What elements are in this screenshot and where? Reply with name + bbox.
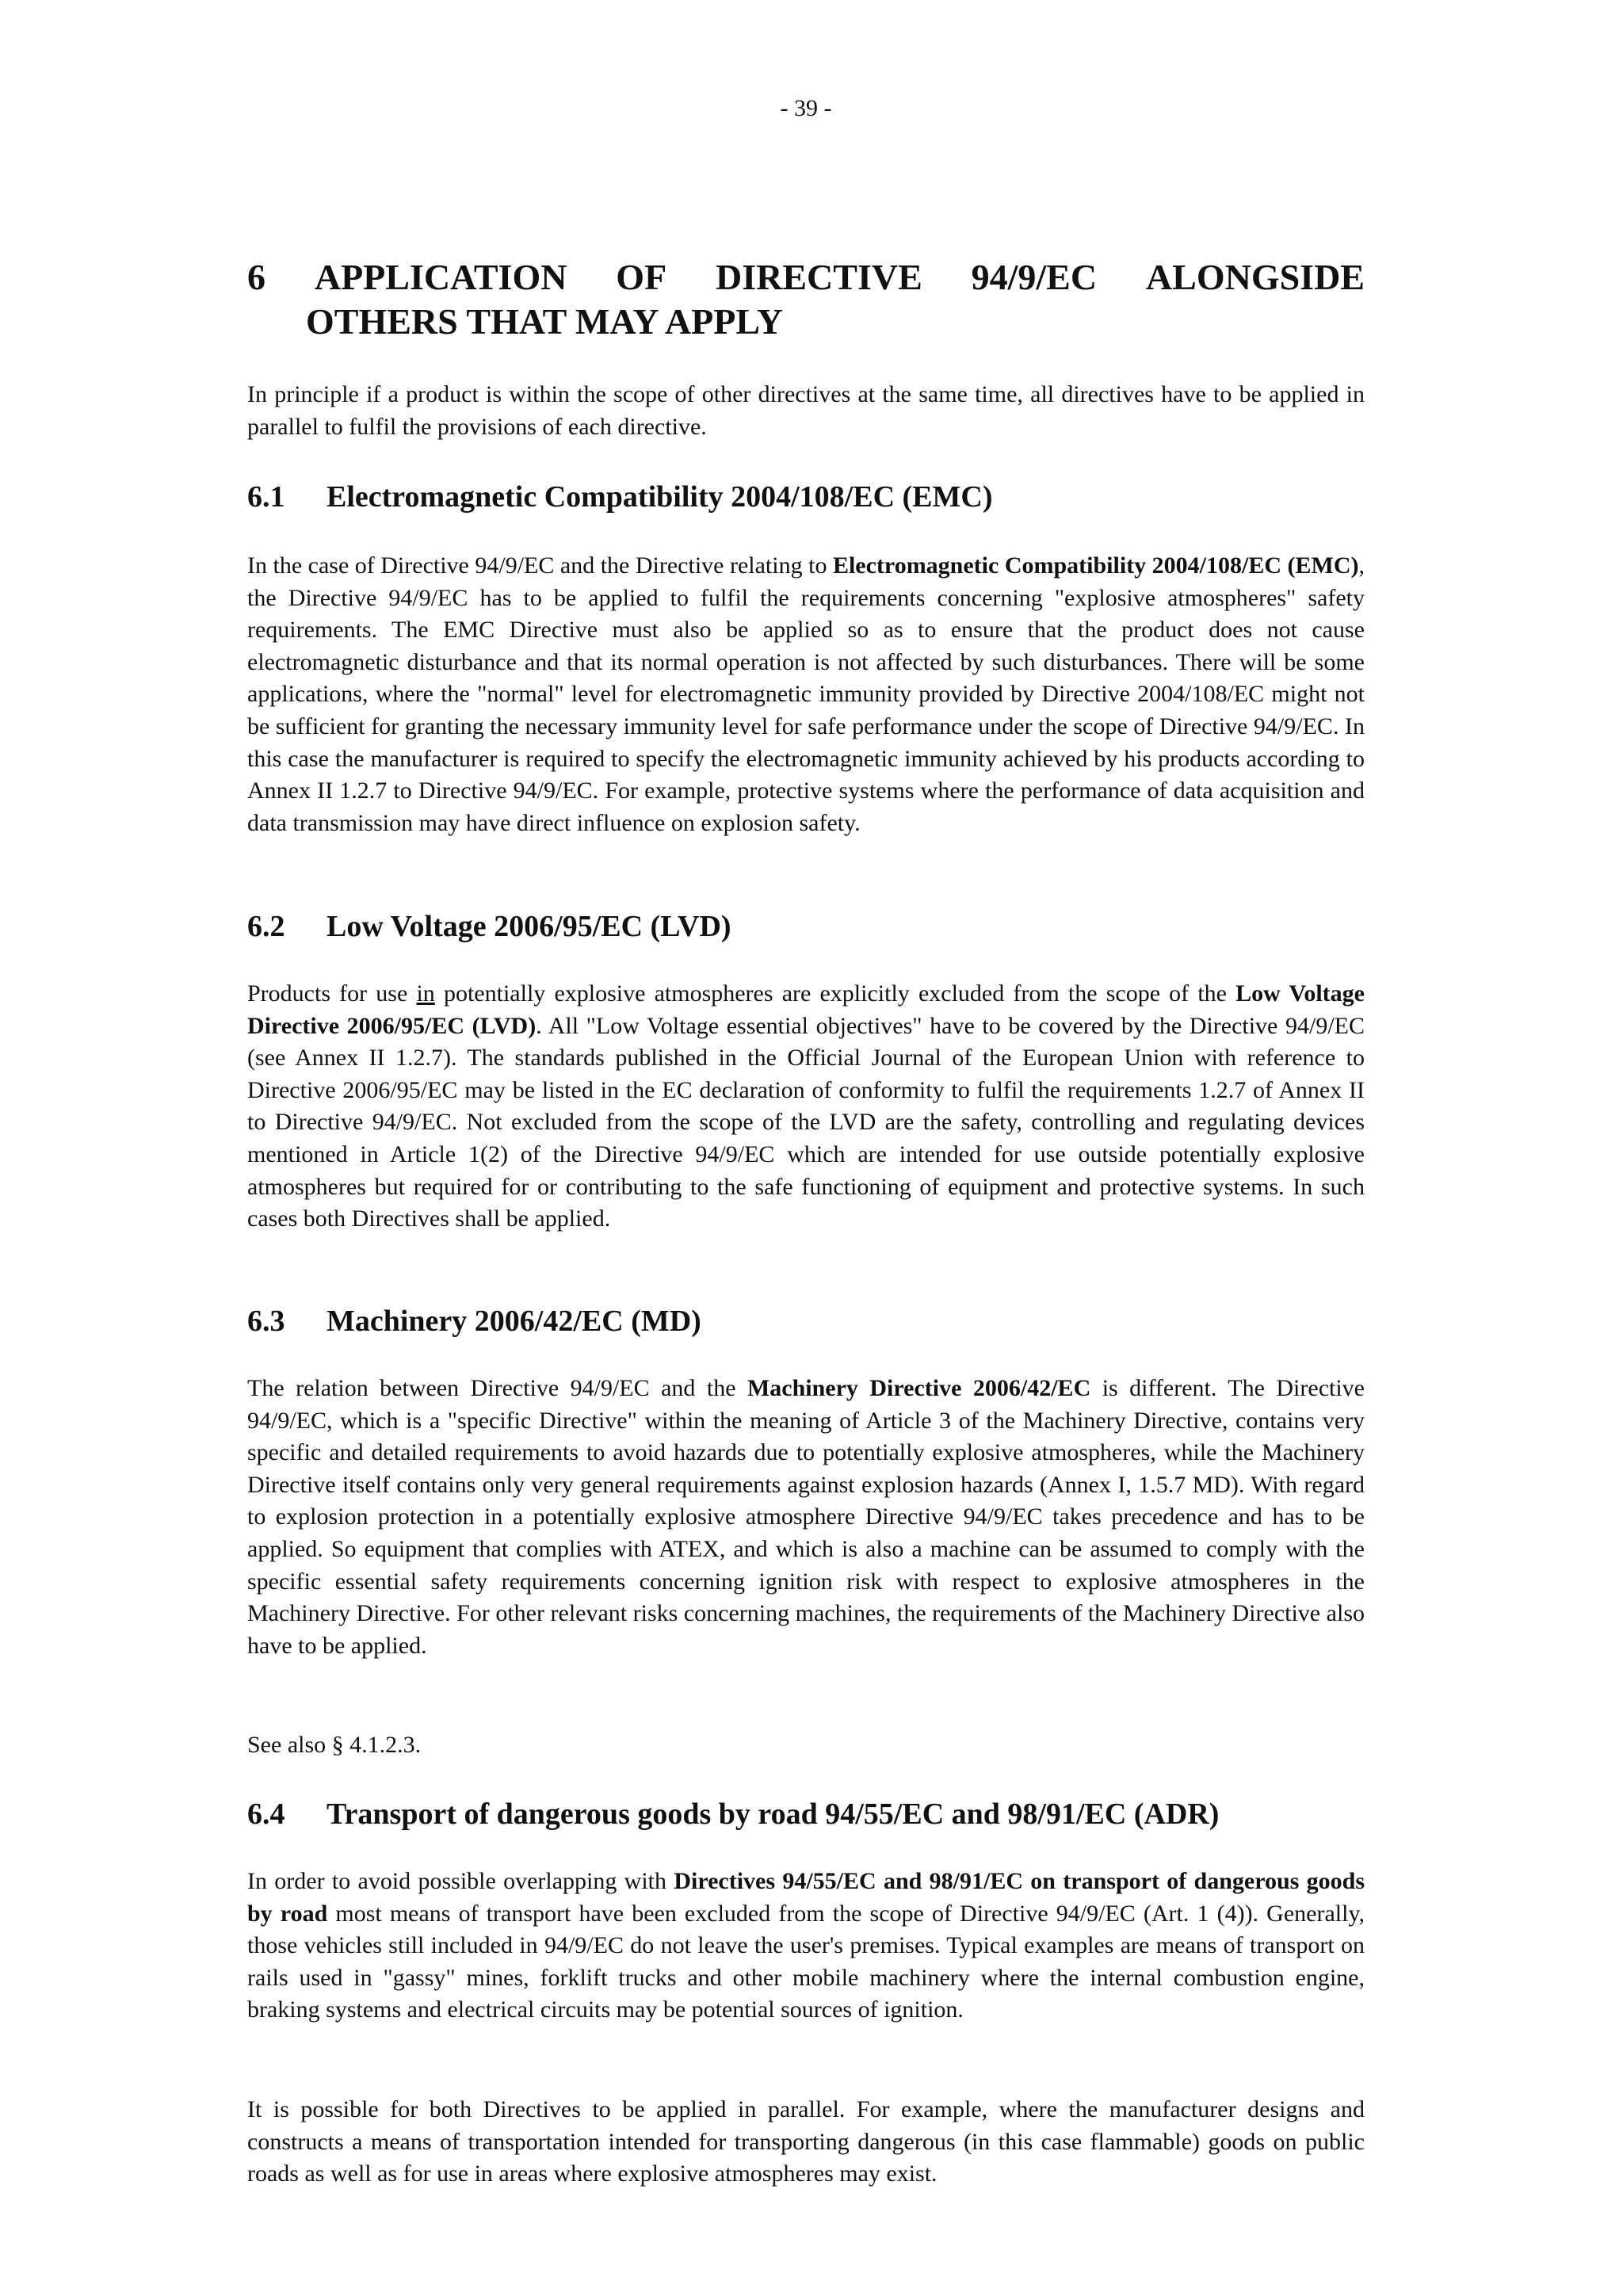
text-run: Products for use: [247, 980, 417, 1007]
text-run: potentially explosive atmospheres are explicitly excluded from the scope of the: [434, 980, 1236, 1007]
underlined-text-run: in: [416, 980, 435, 1007]
section-6-1-paragraph: [247, 550, 1365, 839]
chapter-title-word: OF: [616, 257, 667, 297]
section-heading-6-3: [247, 1303, 1365, 1339]
section-6-2-paragraph: [247, 978, 1365, 1236]
chapter-title-word: ALONGSIDE: [1145, 257, 1365, 297]
section-heading-6-2: [247, 908, 1365, 945]
section-6-4-paragraph-1: [247, 1866, 1365, 2027]
bold-text-run: Electromagnetic Compatibility 2004/108/EC (EMC): [832, 552, 1359, 579]
section-heading-6-4: [247, 1796, 1365, 1832]
section-title: Transport of dangerous goods by road 94/55/EC and 98/91/EC (ADR): [327, 1797, 1220, 1831]
section-title: Machinery 2006/42/EC (MD): [327, 1305, 701, 1338]
page-number: - 39 -: [780, 95, 832, 121]
section-title: Low Voltage 2006/95/EC (LVD): [327, 910, 731, 943]
section-number: 6.1: [247, 480, 285, 514]
chapter-number: 6: [247, 257, 265, 297]
chapter-heading-line-2: OTHERS THAT MAY APPLY: [306, 301, 783, 342]
text-run: . All "Low Voltage essential objectives" have to be covered by the Directive 94/9/EC (see Annex II 1.2.7). The standards published in the Official Journal of the European Union with reference to Directive 2006/95/EC may be listed in the EC declaration of conformity to fulfil the requirements 1.2.7 of Annex II to Directive 94/9/EC. Not excluded from the scope of the LVD are the safety, controlling and regulating devices mentioned in Article 1(2) of the Directive 94/9/EC which are intended for use outside potentially explosive atmospheres but required for or contributing to the safe functioning of equipment and protective systems. In such cases both Directives shall be applied.: [247, 1012, 1365, 1232]
see-also-line: See also § 4.1.2.3.: [247, 1732, 422, 1758]
section-heading-6-1: [247, 479, 1365, 515]
section-number: 6.2: [247, 910, 285, 943]
section-number: 6.4: [247, 1797, 285, 1831]
intro-paragraph: In principle if a product is within the scope of other directives at the same time, all directives have to be applied in parallel to fulfil the provisions of each directive.: [247, 381, 1365, 440]
text-run: is different. The Directive 94/9/EC, which is a "specific Directive" within the meaning of Article 3 of the Machinery Directive, contains very specific and detailed requirements to avoid hazards due to potentially explosive atmospheres, while the Machinery Directive itself contains only very general requirements against explosion hazards (Annex I, 1.5.7 MD). With regard to explosion protection in a potentially explosive atmosphere Directive 94/9/EC takes precedence and has to be applied. So equipment that complies with ATEX, and which is also a machine can be assumed to comply with the specific essential safety requirements concerning ignition risk with respect to explosive atmospheres in the Machinery Directive. For other relevant risks concerning machines, the requirements of the Machinery Directive also have to be applied.: [247, 1375, 1365, 1659]
bold-text-run: Machinery Directive 2006/42/EC: [747, 1375, 1091, 1401]
text-run: In the case of Directive 94/9/EC and the Directive relating to: [247, 552, 833, 579]
chapter-heading: [247, 255, 1365, 344]
section-6-3-paragraph: [247, 1373, 1365, 1662]
bold-text-run: Low Voltage Directive 2006/95/EC (LVD): [247, 980, 1365, 1039]
chapter-title-word: APPLICATION: [314, 257, 567, 297]
chapter-heading-line-1: [247, 255, 1365, 300]
chapter-title-word: 94/9/EC: [971, 257, 1098, 297]
bold-text-run: Directives 94/55/EC and 98/91/EC on transport of dangerous goods by road: [247, 1868, 1365, 1927]
text-run: , the Directive 94/9/EC has to be applied to fulfil the requirements concerning "explosive atmospheres" safety requirements. The EMC Directive must also be applied so as to ensure that the product does not cause electromagnetic disturbance and that its normal operation is not affected by such disturbances. There will be some applications, where the "normal" level for electromagnetic immunity provided by Directive 2004/108/EC might not be sufficient for granting the necessary immunity level for safe performance under the scope of Directive 94/9/EC. In this case the manufacturer is required to specify the electromagnetic immunity achieved by his products according to Annex II 1.2.7 to Directive 94/9/EC. For example, protective systems where the performance of data acquisition and data transmission may have direct influence on explosion safety.: [247, 552, 1365, 836]
section-number: 6.3: [247, 1305, 285, 1338]
chapter-title-word: DIRECTIVE: [716, 257, 922, 297]
section-title: Electromagnetic Compatibility 2004/108/EC (EMC): [327, 480, 993, 514]
section-6-4-paragraph-2: It is possible for both Directives to be applied in parallel. For example, where the manufacturer designs and constructs a means of transportation intended for transporting dangerous (in this case flammable) goods on public roads as well as for use in areas where explosive atmospheres may exist.: [247, 2096, 1365, 2187]
text-run: In order to avoid possible overlapping with: [247, 1868, 674, 1894]
text-run: most means of transport have been excluded from the scope of Directive 94/9/EC (Art. 1 (4)). Generally, those vehicles still included in 94/9/EC do not leave the user's premises. Typical examples are means of transport on rails used in "gassy" mines, forklift trucks and other mobile machinery where the internal combustion engine, braking systems and electrical circuits may be potential sources of ignition.: [247, 1900, 1365, 2023]
text-run: The relation between Directive 94/9/EC and the: [247, 1375, 747, 1401]
